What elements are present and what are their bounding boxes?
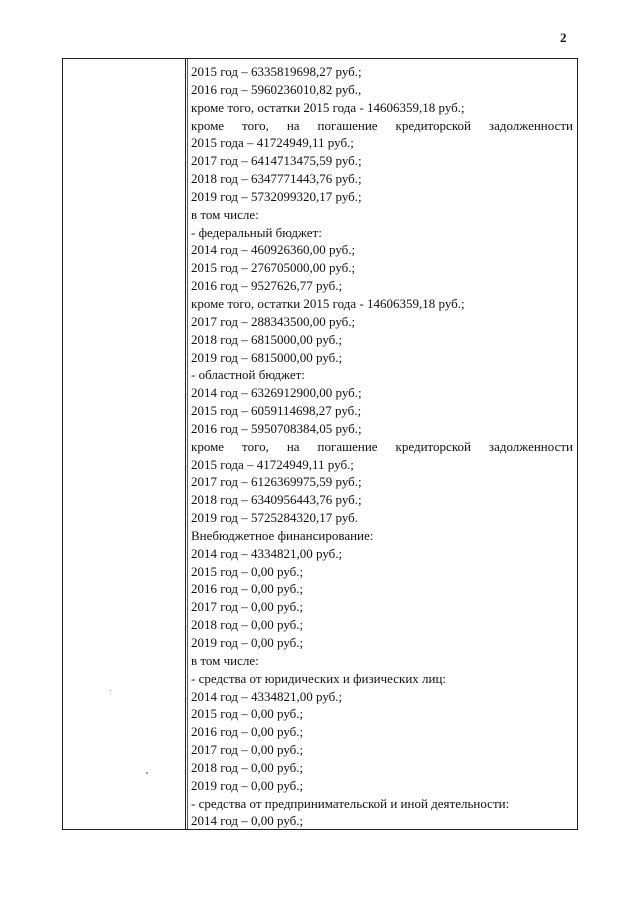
funding-line: кроме того, на погашение кредиторской задолженности — [191, 117, 573, 133]
funding-line: 2017 год – 288343500,00 руб.; — [191, 313, 356, 329]
funding-line: Внебюджетное финансирование: — [191, 527, 374, 543]
funding-line: - средства от предпринимательской и иной деятельности: — [191, 795, 510, 811]
funding-line: 2014 год – 4334821,00 руб.; — [191, 545, 343, 561]
funding-line: 2019 год – 6815000,00 руб.; — [191, 349, 343, 365]
funding-line: 2015 год – 276705000,00 руб.; — [191, 260, 356, 276]
funding-line: 2019 год – 0,00 руб.; — [191, 635, 304, 650]
funding-line: кроме того, остатки 2015 года - 14606359,18 руб.; — [191, 99, 465, 115]
table-left-column — [63, 59, 185, 829]
funding-line: 2016 год – 5950708384,05 руб.; — [191, 420, 362, 436]
funding-line: 2014 год – 0,00 руб.; — [191, 813, 304, 829]
funding-line: 2017 год – 0,00 руб.; — [191, 599, 304, 615]
column-divider — [185, 59, 186, 829]
funding-line: 2015 года – 41724949,11 руб.; — [191, 135, 354, 151]
page-number: 2 — [560, 30, 567, 45]
funding-line: 2015 год – 0,00 руб.; — [191, 563, 304, 579]
column-divider-inner — [187, 59, 188, 829]
funding-line: в том числе: — [191, 206, 259, 222]
funding-line: 2016 год – 9527626,77 руб.; — [191, 278, 343, 294]
funding-line: 2014 год – 6326912900,00 руб.; — [191, 385, 362, 401]
funding-line: 2018 год – 6815000,00 руб.; — [191, 331, 343, 347]
funding-line: 2015 года – 41724949,11 руб.; — [191, 456, 354, 472]
funding-line: 2015 год – 6059114698,27 руб.; — [191, 403, 362, 419]
scan-speck — [146, 772, 148, 774]
funding-line: 2014 год – 460926360,00 руб.; — [191, 242, 356, 258]
funding-line: 2019 год – 0,00 руб.; — [191, 777, 304, 793]
scan-speck — [110, 690, 111, 691]
funding-line: 2015 год – 0,00 руб.; — [191, 706, 304, 722]
funding-line: 2019 год – 5732099320,17 руб.; — [191, 188, 362, 204]
funding-line: 2016 год – 0,00 руб.; — [191, 581, 304, 597]
funding-line: 2015 год – 6335819698,27 руб.; — [191, 64, 362, 79]
funding-line: 2017 год – 6126369975,59 руб.; — [191, 474, 362, 490]
funding-line: 2016 год – 0,00 руб.; — [191, 724, 304, 740]
funding-table — [62, 58, 578, 830]
funding-line: кроме того, на погашение кредиторской задолженности — [191, 438, 573, 454]
funding-line: 2017 год – 6414713475,59 руб.; — [191, 153, 362, 169]
funding-line: в том числе: — [191, 652, 259, 668]
funding-line: - средства от юридических и физических лиц: — [191, 670, 447, 686]
funding-line: 2018 год – 0,00 руб.; — [191, 617, 304, 633]
funding-line: - федеральный бюджет: — [191, 224, 322, 240]
funding-line: 2018 год – 6347771443,76 руб.; — [191, 171, 362, 187]
funding-line: - областной бюджет: — [191, 367, 305, 383]
funding-line: 2014 год – 4334821,00 руб.; — [191, 688, 343, 704]
funding-line: 2019 год – 5725284320,17 руб. — [191, 510, 359, 526]
funding-line: 2016 год – 5960236010,82 руб., — [191, 81, 362, 97]
funding-details-column — [191, 63, 575, 830]
funding-line: 2018 год – 0,00 руб.; — [191, 759, 304, 775]
funding-line: кроме того, остатки 2015 года - 14606359,18 руб.; — [191, 295, 465, 311]
funding-line: 2017 год – 0,00 руб.; — [191, 742, 304, 758]
funding-line: 2018 год – 6340956443,76 руб.; — [191, 492, 362, 508]
